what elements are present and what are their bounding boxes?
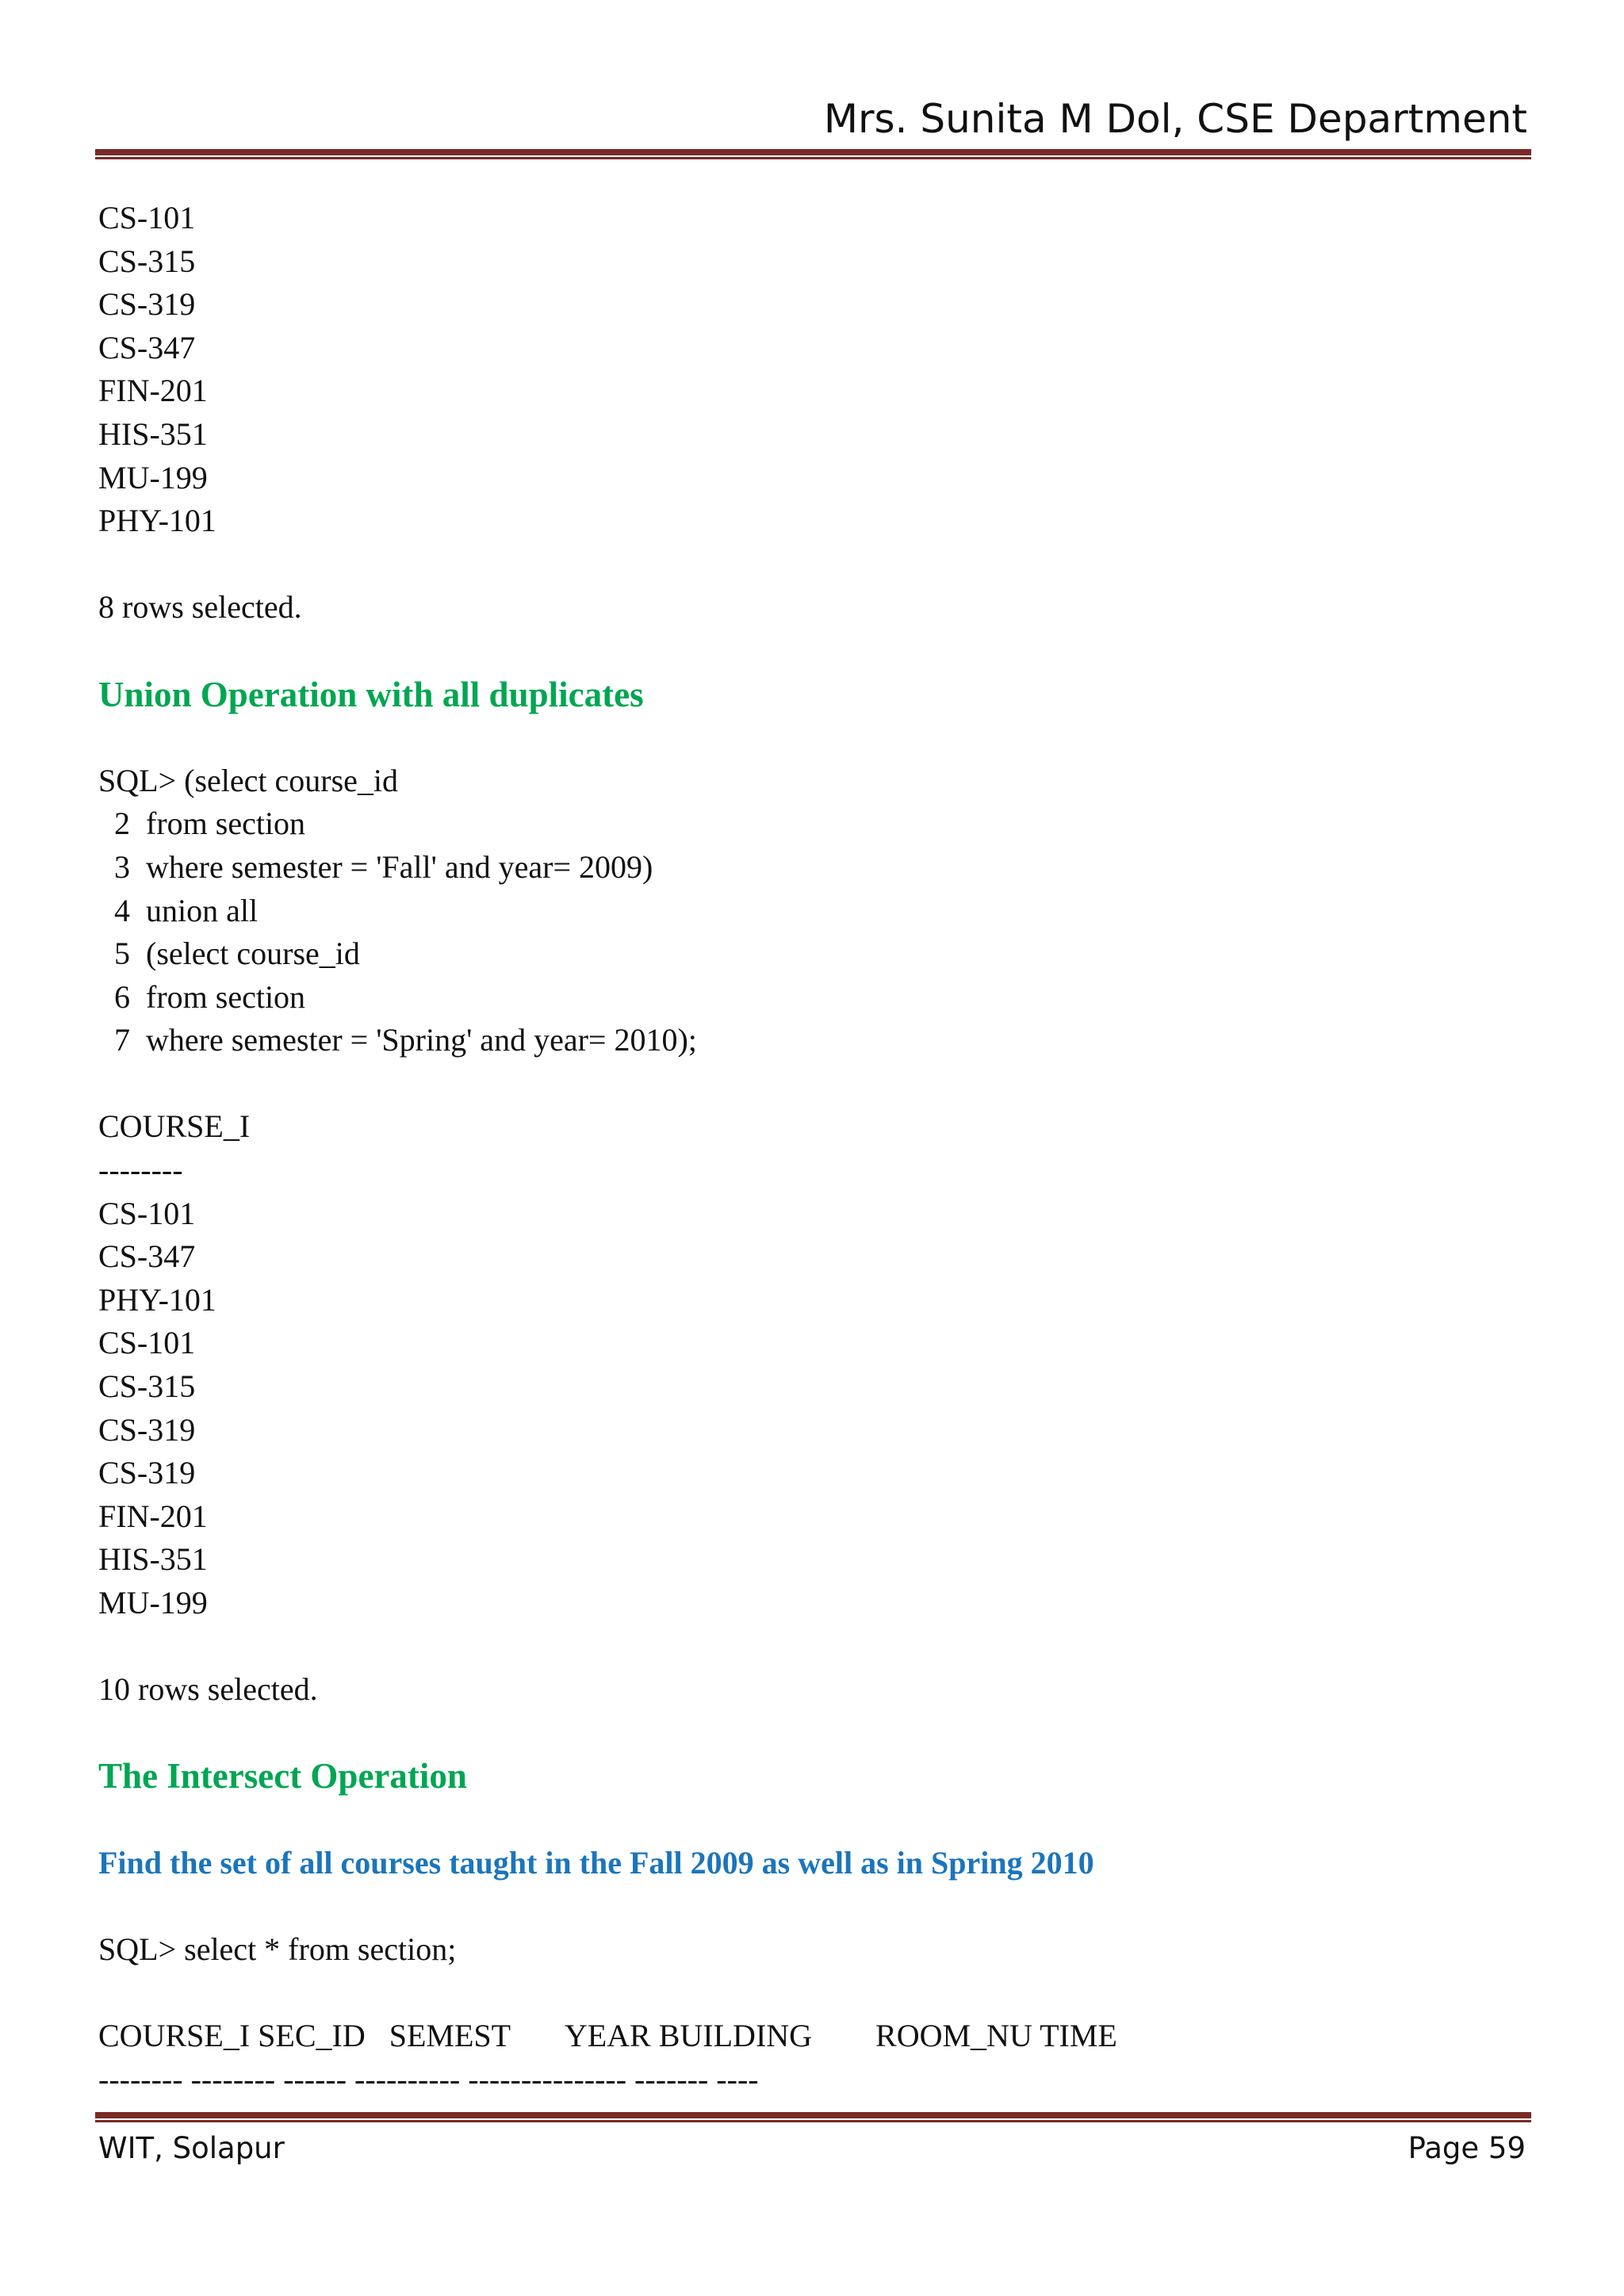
- result-row: PHY-101: [98, 1281, 216, 1318]
- sql-query-line: 7 where semester = 'Spring' and year= 2010);: [98, 1022, 697, 1058]
- table-header: COURSE_I SEC_ID SEMEST YEAR BUILDING ROOM_NU TIME: [98, 2017, 1117, 2053]
- section-heading-union-all: Union Operation with all duplicates: [98, 674, 644, 714]
- page-content: [98, 197, 1526, 2101]
- result-column-separator: --------: [98, 1152, 183, 1188]
- header-divider: [95, 149, 1531, 159]
- sql-query-line: SQL> select * from section;: [98, 1931, 457, 1967]
- rows-selected-status: 10 rows selected.: [98, 1671, 318, 1708]
- result-row: CS-101: [98, 1325, 196, 1361]
- section-heading-intersect: The Intersect Operation: [98, 1756, 467, 1797]
- result-row: CS-347: [98, 1238, 196, 1275]
- sql-query-line: 2 from section: [98, 806, 306, 842]
- footer-divider: [95, 2112, 1531, 2122]
- sql-query-line: 5 (select course_id: [98, 936, 360, 972]
- result-row: CS-347: [98, 329, 196, 365]
- footer-institution: WIT, Solapur: [98, 2131, 285, 2165]
- result-row: CS-101: [98, 200, 196, 235]
- sql-query-line: 6 from section: [98, 978, 306, 1015]
- result-column-header: COURSE_I: [98, 1108, 251, 1145]
- result-row: CS-101: [98, 1195, 196, 1231]
- result-row: FIN-201: [98, 373, 208, 409]
- result-row: PHY-101: [98, 503, 216, 539]
- sql-query-line: 4 union all: [98, 892, 259, 928]
- page-header-title: Mrs. Sunita M Dol, CSE Department: [823, 96, 1527, 142]
- sql-query-line: 3 where semester = 'Fall' and year= 2009): [98, 848, 653, 885]
- result-row: CS-319: [98, 1455, 196, 1491]
- table-separator: -------- -------- ------ ---------- --------------- ------- ----: [98, 2061, 759, 2097]
- footer-page-number: Page 59: [1408, 2131, 1526, 2165]
- sql-query-line: SQL> (select course_id: [98, 762, 399, 798]
- result-row: MU-199: [98, 1585, 208, 1621]
- result-row: FIN-201: [98, 1498, 208, 1534]
- subheading-intersect: Find the set of all courses taught in the Fall 2009 as well as in Spring 2010: [98, 1844, 1094, 1881]
- result-row: MU-199: [98, 459, 208, 496]
- rows-selected-status: 8 rows selected.: [98, 589, 302, 626]
- result-row: HIS-351: [98, 415, 208, 452]
- result-row: CS-319: [98, 1411, 196, 1448]
- result-row: CS-315: [98, 243, 196, 279]
- result-row: CS-315: [98, 1368, 196, 1405]
- result-row: HIS-351: [98, 1541, 208, 1578]
- result-row: CS-319: [98, 286, 196, 323]
